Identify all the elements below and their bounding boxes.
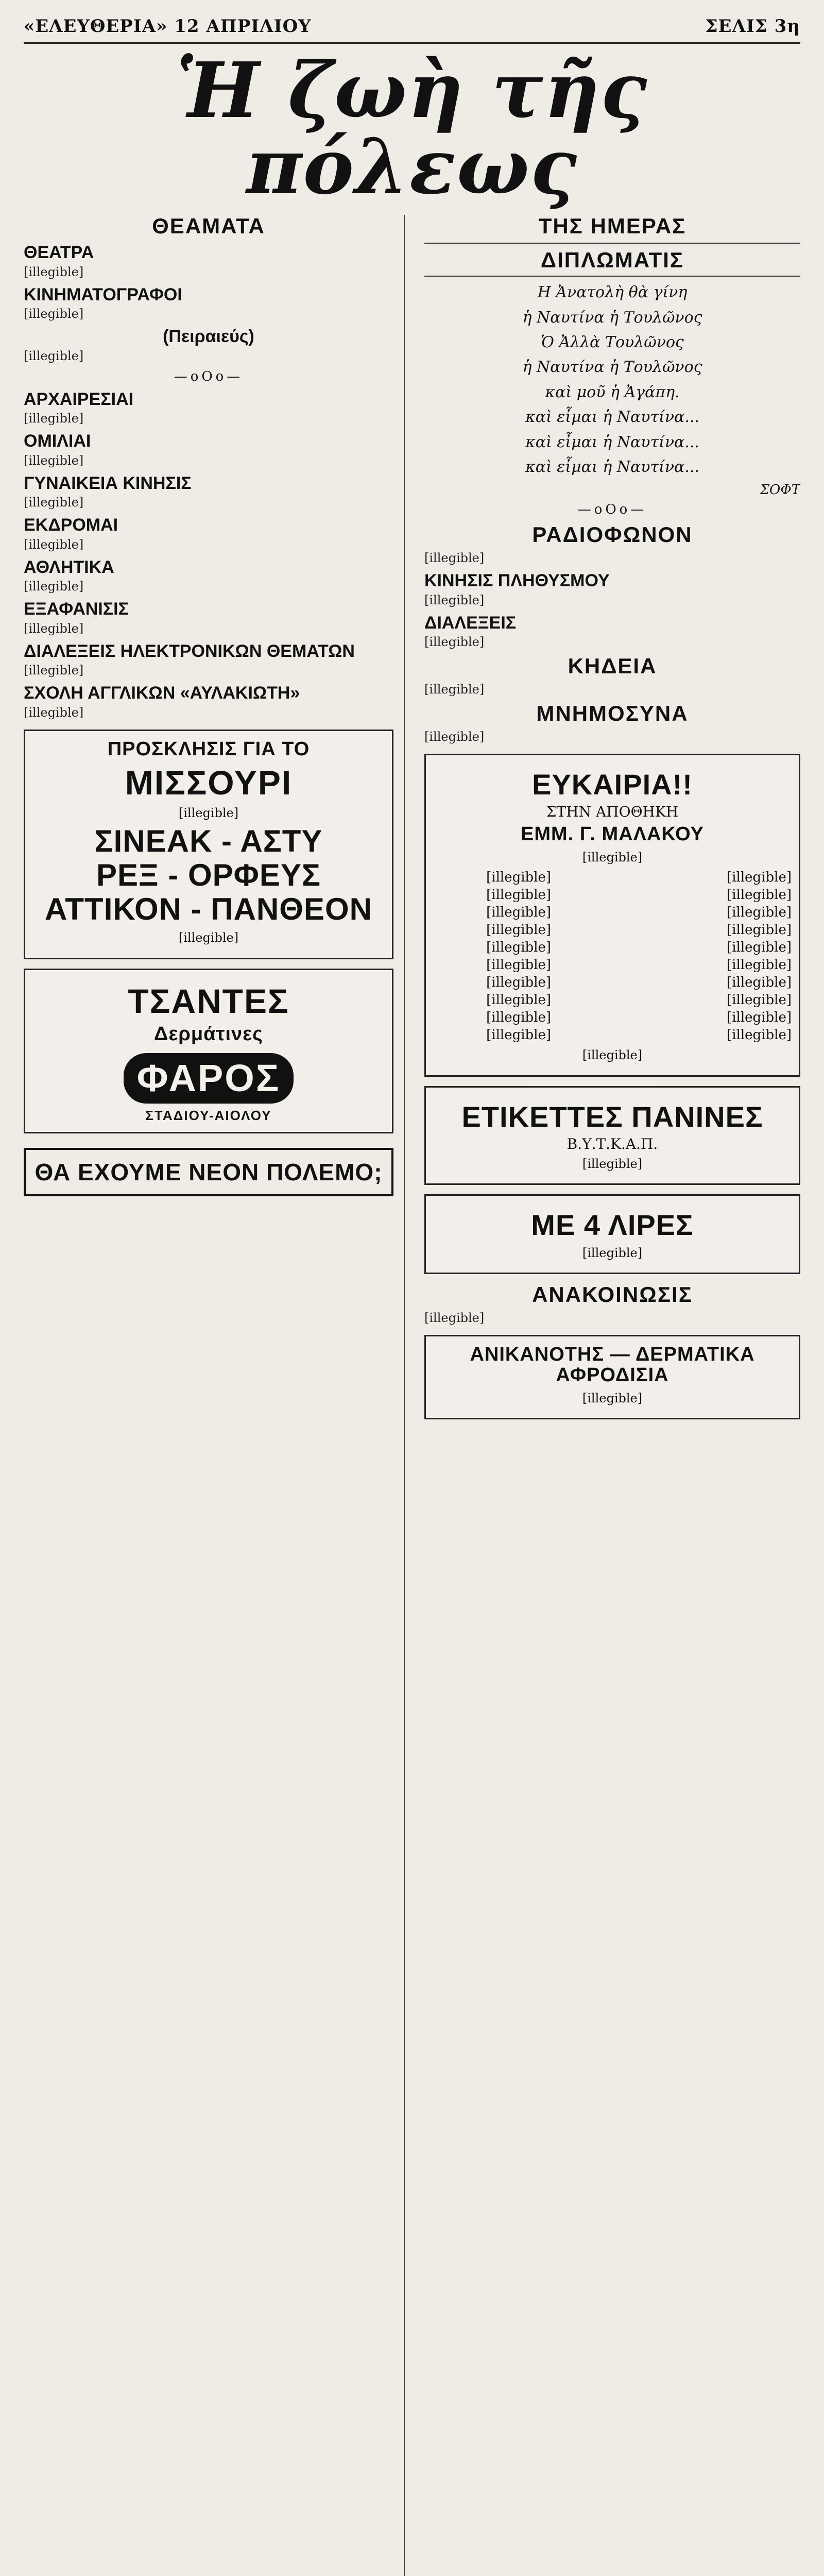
price-ad — [424, 1194, 800, 1274]
price-table — [433, 869, 792, 1044]
missouri-cinemas-2: ΡΕΞ - ΟΡΦΕΥΣ — [96, 858, 321, 893]
bottom-right-ad-title: ΑΝΙΚΑΝΟΤΗΣ — ΔΕΡΜΑΤΙΚΑ ΑΦΡΟΔΙΣΙΑ — [470, 1344, 755, 1386]
price-value: [illegible] — [727, 870, 792, 886]
labels-ad — [424, 1086, 800, 1185]
missouri-ad-text-1: [illegible] — [178, 805, 239, 820]
price-row — [433, 974, 792, 991]
price-row — [433, 904, 792, 921]
section-radio: ΡΑΔΙΟΦΩΝΟΝ — [532, 522, 693, 547]
poem-line-5: καὶ μοῦ ἡ Ἀγάπη. — [545, 383, 680, 401]
price-item: [illegible] — [486, 975, 552, 991]
memorial-text: [illegible] — [424, 730, 485, 744]
price-value: [illegible] — [727, 957, 792, 973]
lectures-text: [illegible] — [24, 453, 84, 468]
lectures-right-text: [illegible] — [424, 635, 485, 650]
section-population: ΚΙΝΗΣΙΣ ΠΛΗΘΥΣΜΟΥ — [424, 571, 610, 591]
faros-logo-sub: ΣΤΑΔΙΟΥ-ΑΙΟΛΟΥ — [145, 1107, 272, 1123]
section-electronic-lectures: ΔΙΑΛΕΞΕΙΣ ΗΛΕΚΤΡΟΝΙΚΩΝ ΘΕΜΑΤΩΝ — [24, 641, 355, 661]
bags-ad-title-2: Δερμάτινες — [154, 1023, 263, 1045]
poem-line-6: καὶ εἶμαι ἡ Ναυτίνα... — [525, 408, 699, 427]
theatre-text: [illegible] — [24, 264, 84, 279]
price-row — [433, 991, 792, 1009]
section-diplomatis: ΔΙΠΛΩΜΑΤΙΣ — [424, 243, 800, 277]
women-text: [illegible] — [24, 495, 84, 510]
section-piraeus: (Πειραιεύς) — [163, 327, 254, 347]
missouri-ad-title: ΠΡΟΣΚΛΗΣΙΣ ΓΙΑ ΤΟ — [107, 738, 310, 760]
sale-ad-sub-2: ΕΜΜ. Γ. ΜΑΛΑΚΟΥ — [521, 823, 704, 845]
price-value: [illegible] — [727, 992, 792, 1008]
missouri-cinemas-3: ΑΤΤΙΚΟΝ - ΠΑΝΘΕΟΝ — [45, 892, 372, 927]
bottom-right-ad — [424, 1335, 800, 1419]
price-value: [illegible] — [727, 922, 792, 938]
bags-ad-title-1: ΤΣΑΝΤΕΣ — [128, 981, 289, 1020]
section-women: ΓΥΝΑΙΚΕΙΑ ΚΙΝΗΣΙΣ — [24, 473, 192, 493]
price-value: [illegible] — [727, 940, 792, 956]
poem-line-1: Η Ἀνατολὴ θὰ γίνη — [537, 283, 688, 302]
labels-ad-body: [illegible] — [582, 1156, 643, 1171]
archaeology-text: [illegible] — [24, 411, 84, 426]
labels-ad-sub: Β.Υ.Τ.Κ.Α.Π. — [566, 1135, 658, 1153]
price-item: [illegible] — [486, 1027, 552, 1043]
price-ad-body: [illegible] — [582, 1245, 643, 1260]
price-item: [illegible] — [486, 940, 552, 956]
left-column — [24, 215, 405, 2576]
section-exams: ΕΞΑΦΑΝΙΣΙΣ — [24, 599, 129, 619]
section-lectures-right: ΔΙΑΛΕΞΕΙΣ — [424, 613, 517, 633]
divider: —οΟο— — [577, 502, 647, 518]
bags-ad — [24, 969, 393, 1133]
school-text: [illegible] — [24, 705, 84, 720]
price-row — [433, 869, 792, 886]
price-row — [433, 1009, 792, 1026]
poem-line-3: Ὁ Ἀλλὰ Τουλῶνος — [541, 333, 684, 351]
section-school: ΣΧΟΛΗ ΑΓΓΛΙΚΩΝ «ΑΥΛΑΚΙΩΤΗ» — [24, 683, 300, 703]
section-lectures: ΟΜΙΛΙΑΙ — [24, 431, 91, 451]
price-item: [illegible] — [486, 1010, 552, 1026]
missouri-ad-text-2: [illegible] — [178, 930, 239, 945]
poem-line-2: ἡ Ναυτίνα ἡ Τουλῶνος — [522, 308, 702, 327]
price-value: [illegible] — [727, 975, 792, 991]
price-item: [illegible] — [486, 870, 552, 886]
price-item: [illegible] — [486, 957, 552, 973]
section-memorial: ΜΝΗΜΟΣΥΝΑ — [536, 701, 689, 726]
price-ad-title: ΜΕ 4 ΛΙΡΕΣ — [531, 1208, 694, 1241]
issue-label: «ΕΛΕΥΘΕΡΙΑ» 12 ΑΠΡΙΛΙΟΥ — [24, 16, 312, 37]
right-column — [419, 215, 800, 2576]
section-of-the-day: ΤΗΣ ΗΜΕΡΑΣ — [538, 215, 686, 238]
price-item: [illegible] — [486, 887, 552, 903]
sale-ad-title: ΕΥΚΑΙΡΙΑ!! — [532, 768, 693, 801]
divider: —οΟο— — [174, 368, 244, 384]
content-columns — [24, 215, 800, 2576]
masthead: Ἡ ζωὴ τῆς πόλεως — [176, 45, 648, 211]
price-value: [illegible] — [727, 1010, 792, 1026]
section-excursions: ΕΚΔΡΟΜΑΙ — [24, 515, 118, 535]
sports-text: [illegible] — [24, 579, 84, 594]
faros-logo: ΦΑΡΟΣ — [124, 1053, 294, 1104]
missouri-ad — [24, 730, 393, 959]
price-value: [illegible] — [727, 887, 792, 903]
price-row — [433, 1026, 792, 1044]
bottom-right-ad-body: [illegible] — [582, 1391, 643, 1405]
poem-signature: ΣΟΦΤ — [760, 482, 800, 498]
funeral-text: [illegible] — [424, 682, 485, 697]
announcements-text: [illegible] — [424, 1311, 485, 1326]
sale-ad-sub-3: [illegible] — [582, 850, 643, 865]
section-announcements: ΑΝΑΚΟΙΝΩΣΙΣ — [532, 1282, 693, 1307]
excursions-text: [illegible] — [24, 537, 84, 552]
price-value: [illegible] — [727, 1027, 792, 1043]
price-row — [433, 956, 792, 974]
missouri-cinemas-1: ΣΙΝΕΑΚ - ΑΣΤΥ — [94, 824, 323, 859]
price-item: [illegible] — [486, 992, 552, 1008]
section-theatre: ΘΕΑΤΡΑ — [24, 243, 94, 263]
price-row — [433, 939, 792, 956]
section-theamata: ΘΕΑΜΑΤΑ — [152, 215, 265, 238]
sale-ad-sub-1: ΣΤΗΝ ΑΠΟΘΗΚΗ — [546, 803, 679, 821]
top-meta — [24, 18, 800, 44]
electronic-lectures-text: [illegible] — [24, 663, 84, 678]
section-archaeology: ΑΡΧΑΙΡΕΣΙΑΙ — [24, 389, 134, 409]
section-cinema: ΚΙΝΗΜΑΤΟΓΡΑΦΟΙ — [24, 284, 182, 304]
sale-ad-tail: [illegible] — [582, 1048, 643, 1063]
price-item: [illegible] — [486, 905, 552, 921]
labels-ad-title: ΕΤΙΚΕΤΤΕΣ ΠΑΝΙΝΕΣ — [461, 1100, 763, 1133]
price-row — [433, 921, 792, 939]
cinema-text: [illegible] — [24, 307, 84, 321]
price-value: [illegible] — [727, 905, 792, 921]
poem-line-7: καὶ εἶμαι ἡ Ναυτίνα... — [525, 433, 699, 451]
war-banner: ΘΑ ΕΧΟΥΜΕ ΝΕΟΝ ΠΟΛΕΜΟ; — [24, 1148, 393, 1197]
page-number: ΣΕΛΙΣ 3η — [705, 16, 800, 37]
exams-text: [illegible] — [24, 621, 84, 636]
population-text: [illegible] — [424, 592, 485, 607]
poem-line-4: ἡ Ναυτίνα ἡ Τουλῶνος — [522, 358, 702, 377]
sale-ad — [424, 754, 800, 1077]
radio-text: [illegible] — [424, 551, 485, 566]
missouri-ad-brand: ΜΙΣΣΟΥΡΙ — [125, 763, 293, 802]
poem-line-8: καὶ εἶμαι ἡ Ναυτίνα... — [525, 457, 699, 476]
price-item: [illegible] — [486, 922, 552, 938]
section-sports: ΑΘΛΗΤΙΚΑ — [24, 557, 114, 577]
section-funeral: ΚΗΔΕΙΑ — [568, 654, 657, 679]
price-row — [433, 886, 792, 904]
piraeus-text: [illegible] — [24, 348, 84, 363]
